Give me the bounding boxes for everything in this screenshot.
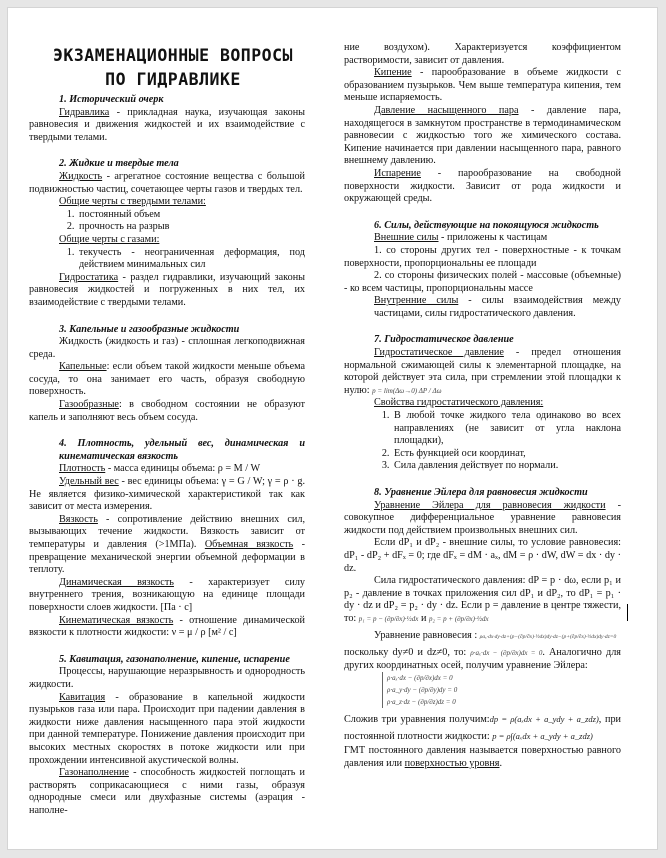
formula: p₂ = p + (∂p/∂x)·½dx bbox=[428, 614, 489, 623]
solids-list bbox=[29, 209, 305, 234]
paragraph: Плотность - масса единицы объема: ρ = M / W bbox=[59, 463, 261, 475]
formula: ρ·aₓ·dx − (∂p/∂x)dx = 0 bbox=[470, 649, 543, 658]
properties-list bbox=[344, 410, 621, 473]
paragraph: поскольку dy≠0 и dz≠0, то: ρ·aₓ·dx − (∂p/∂x)dx = 0. Аналогично для других координатных осей, получим уравнение Эйлера: bbox=[344, 647, 621, 671]
paragraph: 1. со стороны других тел - поверхностные - к точкам поверхности, пропорциональны ее площади bbox=[344, 244, 621, 269]
paragraph: 2. со стороны физических полей - массовые (объемные) - ко всем частицы, пропорциональны массе bbox=[344, 270, 621, 294]
paragraph: Гидростатическое давление - предел отношения нормальной сжимающей силы к элементарной площадке, на которой действует эта сила, при стремлении этой площадки к нулю: p = lim(Δω→0) ΔP / Δω bbox=[344, 347, 621, 396]
paragraph: Внешние силы - приложены к частицам bbox=[374, 232, 548, 244]
paragraph: Уравнение Эйлера для равновесия жидкости - совокупное дифференциальное уравнение равновесия жидкости под действием произвольных внешних сил. bbox=[344, 499, 621, 536]
paragraph: Жидкость (жидкость и газ) - сплошная легкоподвижная среда. bbox=[29, 336, 305, 360]
list-item: 1. В любой точке жидкого тела одинаково во всех направлениях (не зависит от угла наклона площадки), bbox=[392, 410, 621, 448]
paragraph: ГМТ постоянного давления называется поверхностью равного давления или поверхностью уровня. bbox=[344, 745, 621, 769]
section-heading: 6. Силы, действующие на покоящуюся жидкость bbox=[374, 219, 599, 231]
paragraph: Газообразные: в свободном состоянии не образуют капель и заполняют весь объем сосуда. bbox=[29, 399, 305, 423]
paragraph: Гидростатика - раздел гидравлики, изучающий законы равновесия жидкостей и погруженных в них тел, их взаимодействие с твердыми телами. bbox=[29, 271, 305, 308]
formula: p = ρ∫(aₓdx + a_ydy + a_zdz) bbox=[492, 731, 593, 742]
paragraph: Динамическая вязкость - характеризует силу внутреннего трения, возникающую на единице площади поверхности слоев жидкости. [Па · с] bbox=[29, 576, 306, 613]
left-column bbox=[29, 94, 305, 817]
paragraph: Если dP₁ и dP₂ - внешние силы, то условие равновесия: dP₁ - dP₂ + dFₓ = 0; где dFₓ = dM · aₓ, dM = ρ · dW, dW = dx · dy · dz. bbox=[344, 537, 621, 574]
text-cursor bbox=[627, 604, 628, 621]
paragraph: Кинематическая вязкость - отношение динамической вязкости к плотности жидкости: ν = μ / ρ [м² / с] bbox=[29, 614, 305, 639]
paragraph: Гидравлика - прикладная наука, изучающая законы равновесия и движения жидкостей и их взаимодействие с твердыми телами. bbox=[29, 106, 305, 143]
paragraph: Капельные: если объем такой жидкости меньше объема сосуда, то она занимает его часть, образуя свободную поверхность. bbox=[29, 361, 305, 398]
section-heading: 1. Исторический очерк bbox=[59, 94, 164, 105]
paragraph: Кипение - парообразование в объеме жидкости с образованием пузырьков. Чем выше температура кипения, тем меньше испаряемость. bbox=[344, 67, 621, 104]
paragraph: Удельный вес - вес единицы объема: γ = G / W; γ = ρ · g. Не является физико-химической характеристикой так как зависит от места измерения. bbox=[29, 476, 306, 513]
list-item: 1. текучесть - неограниченная деформация, под действием минимальных сил bbox=[77, 247, 305, 272]
paragraph: Давление насыщенного пара - давление пара, находящегося в замкнутом пространстве в термодинамическом равновесии с жидкостью того же химического состава. Кипение начинается при давлении насыщенного пара, равного внешнему давлению. bbox=[344, 104, 621, 167]
paragraph: Жидкость - агрегатное состояние вещества с большой подвижностью частиц, сочетающее черты газов и твердых тел. bbox=[29, 170, 305, 195]
list-item: 2. прочность на разрыв bbox=[77, 221, 305, 234]
section-heading: 5. Кавитация, газонаполнение, кипение, испарение bbox=[59, 653, 290, 665]
list-item: 3. Сила давления действует по нормали. bbox=[392, 460, 621, 473]
section-heading: 8. Уравнение Эйлера для равновесия жидкости bbox=[374, 487, 588, 498]
section-heading: 7. Гидростатическое давление bbox=[374, 334, 514, 346]
paragraph: Сила гидростатического давления: dP = p · dω, если p₁ и p₂ - давление в точках приложения сил dP₁ и dP₂, то dP₁ = p₁ · dy · dz и dP₂ = p₂ · dy · dz. Если p = давление в центре тяжести, то: p₁ = p − (∂p/∂x)·½dx и p₂ = p + (∂p/∂x)·½dx bbox=[344, 575, 621, 624]
formula: ρaₓ·dx·dy·dz+(p−(∂p/∂x)·½dx)dy·dz−(p+(∂p/∂x)·½dx)dy·dz=0 bbox=[479, 633, 617, 640]
paragraph: Сложив три уравнения получим:dp = ρ(aₓdx + a_ydy + a_zdz), при постоянной плотности жидкости: p = ρ∫(aₓdx + a_ydy + a_zdz) bbox=[344, 714, 621, 743]
paragraph: Внутренние силы - силы взаимодействия между частицами, силы гидростатического давления. bbox=[374, 295, 621, 319]
paragraph: Испарение - парообразование на свободной поверхности жидкости. Зависит от рода жидкости и окружающей среды. bbox=[344, 167, 621, 205]
paragraph: Вязкость - сопротивление действию внешних сил, вызывающих течение жидкости. Вязкость зависит от температуры и давления (>1МПа). Объемная вязкость - превращение механической энергии объемной деформации в теплоту. bbox=[29, 513, 305, 576]
list-label: Общие черты с твердыми телами: bbox=[59, 196, 206, 208]
gases-list bbox=[29, 247, 305, 272]
list-item: 2. Есть функцией оси координат, bbox=[392, 448, 621, 461]
formula: p = lim(Δω→0) ΔP / Δω bbox=[372, 386, 442, 395]
formula: p₁ = p − (∂p/∂x)·½dx bbox=[358, 614, 419, 623]
paragraph: Кавитация - образование в капельной жидкости пузырьков газа или пара. Происходит при падении давления в жидкости ниже давления насыщенного пара этой жидкости при данной температуре. Понижение давления происходит при высоких местных скоростях в потоке жидкости или при прохождении интенсивной акустической волны. bbox=[29, 691, 305, 766]
list-label: Свойства гидростатического давления: bbox=[374, 397, 544, 409]
right-column bbox=[344, 42, 621, 771]
section-heading: 4. Плотность, удельный вес, динамическая и кинематическая вязкость bbox=[59, 438, 305, 462]
euler-system: ρ·aₓ·dx − (∂p/∂x)dx = 0 ρ·a_y·dy − (∂p/∂y)dy = 0 ρ·a_z·dz − (∂p/∂z)dz = 0 bbox=[382, 672, 621, 708]
paragraph: Процессы, нарушающие неразрывность и однородность жидкости. bbox=[29, 666, 305, 690]
list-label: Общие черты с газами: bbox=[59, 233, 160, 245]
paragraph-continued: ние воздухом). Характеризуется коэффициентом растворимости, зависит от давления. bbox=[344, 42, 621, 66]
paragraph: Уравнение равновесия : ρaₓ·dx·dy·dz+(p−(∂p/∂x)·½dx)dy·dz−(p+(∂p/∂x)·½dx)dy·dz=0 bbox=[374, 629, 617, 641]
paragraph: Газонаполнение - способность жидкостей поглощать и растворять соприкасающиеся с ними газы, образуя однородные смеси или двухфазные системы (аэрация - наполне- bbox=[29, 767, 305, 816]
section-heading: 2. Жидкие и твердые тела bbox=[59, 158, 179, 170]
list-item: 1. постоянный объем bbox=[77, 209, 305, 222]
document-title: ЭКЗАМЕНАЦИОННЫЕ ВОПРОСЫ ПО ГИДРАВЛИКЕ bbox=[53, 46, 293, 89]
formula: dp = ρ(aₓdx + a_ydy + a_zdz) bbox=[489, 714, 599, 725]
section-heading: 3. Капельные и газообразные жидкости bbox=[59, 323, 240, 335]
